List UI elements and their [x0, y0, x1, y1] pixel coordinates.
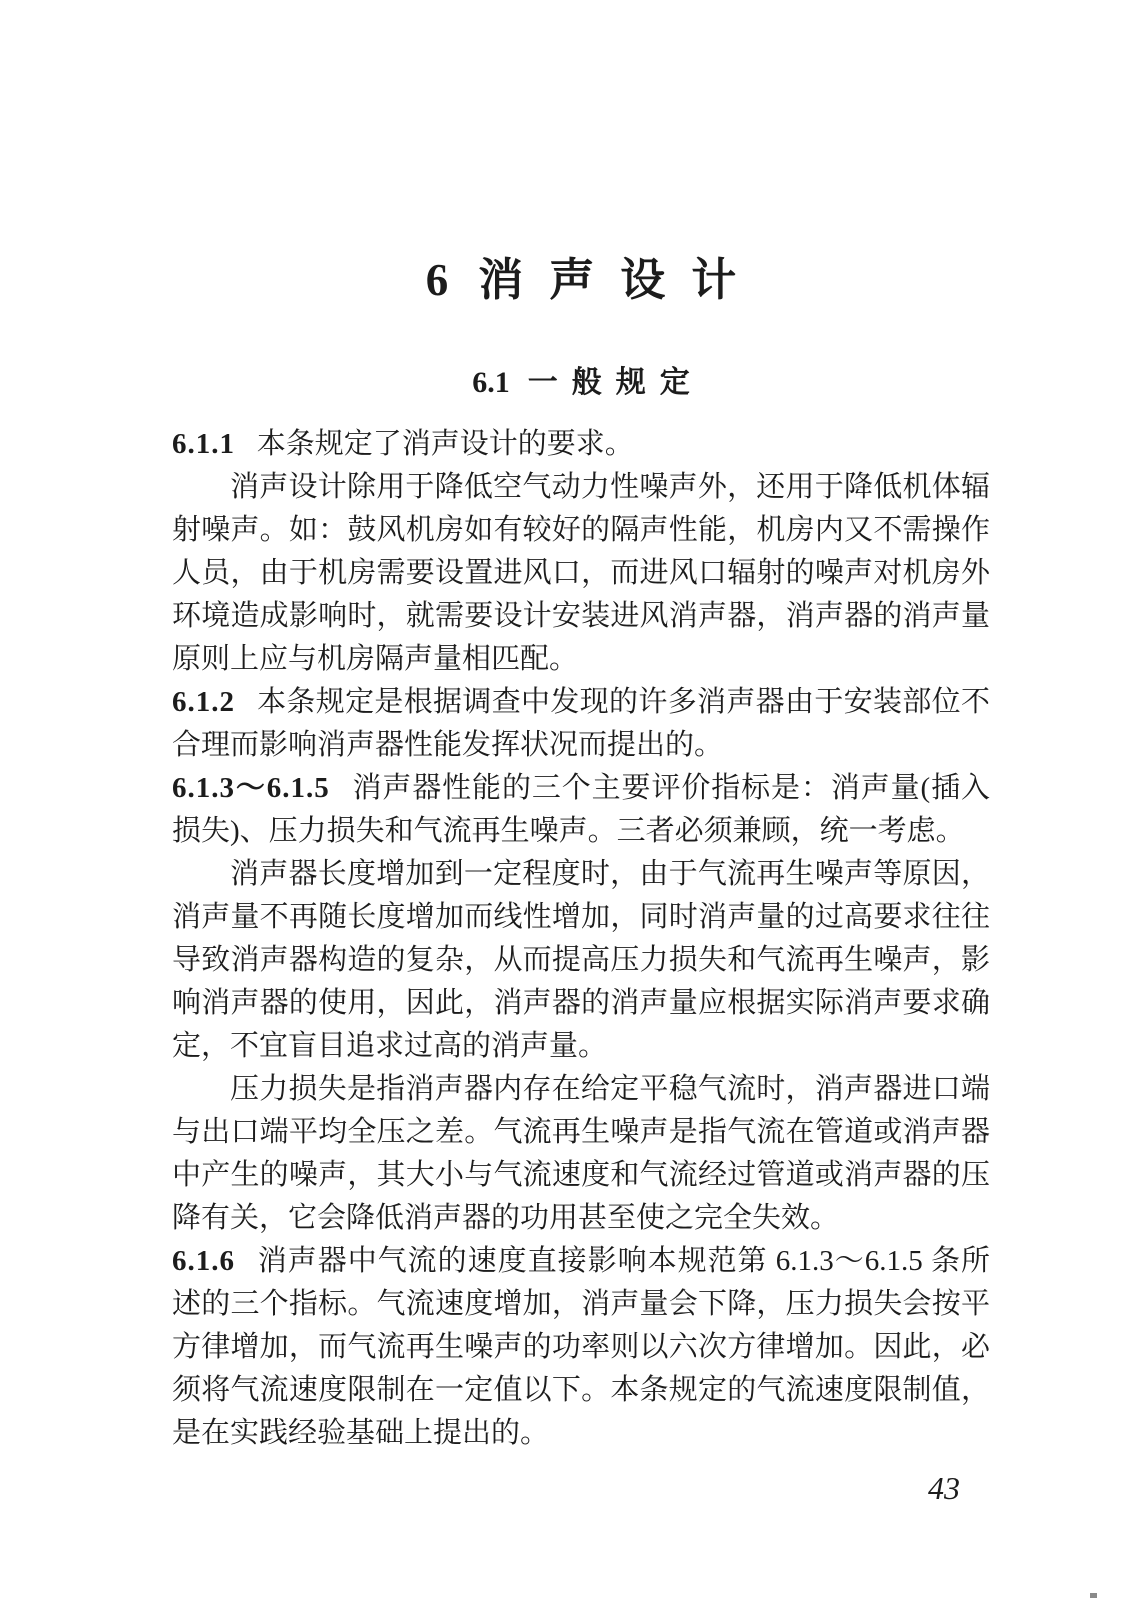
section-heading [172, 366, 990, 399]
page-number: 43 [928, 1470, 960, 1506]
chapter-number: 6 [425, 255, 449, 305]
paragraph-text: 消声设计除用于降低空气动力性噪声外，还用于降低机体辐射噪声。如：鼓风机房如有较好的隔声性能，机房内又不需操作人员，由于机房需要设置进风口，而进风口辐射的噪声对机房外环境造成影响时，就需要设计安装进风消声器，消声器的消声量原则上应与机房隔声量相匹配。 [172, 470, 990, 675]
body-text [172, 423, 990, 1455]
paragraph [172, 466, 990, 681]
paragraph-text: 消声器中气流的速度直接影响本规范第 6.1.3～6.1.5 条所述的三个指标。气流速度增加，消声量会下降，压力损失会按平方律增加，而气流再生噪声的功率则以六次方律增加。因此，必须将气流速度限制在一定值以下。本条规定的气流速度限制值，是在实践经验基础上提出的。 [172, 1244, 990, 1449]
paragraph-text: 本条规定是根据调查中发现的许多消声器由于安装部位不合理而影响消声器性能发挥状况而提出的。 [172, 685, 990, 761]
paragraph-label: 6.1.3～6.1.5 [172, 771, 330, 804]
paragraph [172, 853, 990, 1068]
scan-artifact-speck [1090, 1593, 1097, 1598]
page-content [172, 0, 990, 1455]
chapter-name: 消声设计 [478, 255, 763, 305]
paragraph-text: 消声器性能的三个主要评价指标是：消声量(插入损失)、压力损失和气流再生噪声。三者必须兼顾，统一考虑。 [172, 771, 990, 847]
paragraph-label: 6.1.6 [172, 1244, 235, 1277]
paragraph [172, 423, 990, 466]
section-name: 一般规定 [527, 365, 704, 399]
paragraph [172, 1068, 990, 1240]
paragraph-text: 本条规定了消声设计的要求。 [256, 427, 634, 460]
paragraph [172, 1240, 990, 1455]
paragraph-text: 消声器长度增加到一定程度时，由于气流再生噪声等原因，消声量不再随长度增加而线性增加，同时消声量的过高要求往往导致消声器构造的复杂，从而提高压力损失和气流再生噪声，影响消声器的使用，因此，消声器的消声量应根据实际消声要求确定，不宜盲目追求过高的消声量。 [172, 857, 990, 1062]
paragraph [172, 767, 990, 853]
section-number: 6.1 [472, 365, 510, 399]
paragraph-label: 6.1.1 [172, 427, 235, 460]
paragraph-text: 压力损失是指消声器内存在给定平稳气流时，消声器进口端与出口端平均全压之差。气流再生噪声是指气流在管道或消声器中产生的噪声，其大小与气流速度和气流经过管道或消声器的压降有关，它会降低消声器的功用甚至使之完全失效。 [172, 1072, 990, 1234]
chapter-title [172, 256, 990, 306]
paragraph [172, 681, 990, 767]
paragraph-label: 6.1.2 [172, 685, 235, 718]
